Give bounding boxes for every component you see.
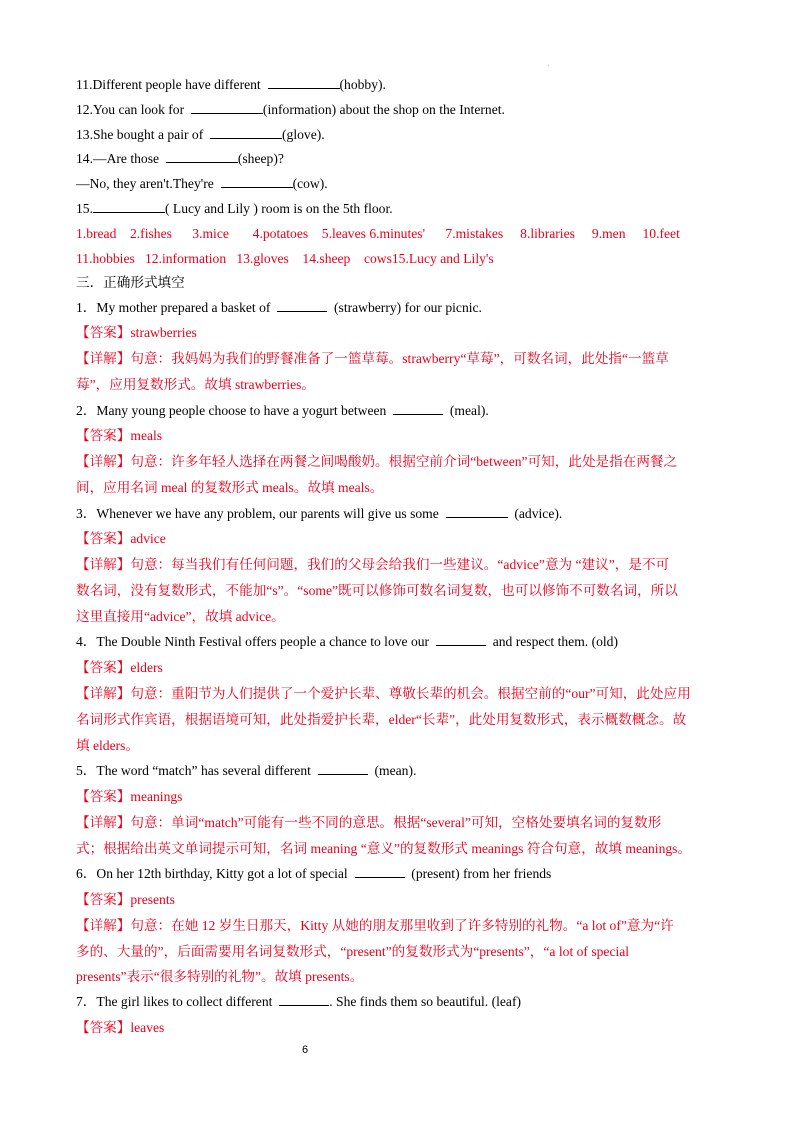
explanation-4-line: 【详解】句意：重阳节为人们提供了一个爱护长辈、尊敬长辈的机会。根据空前的“our”可知，此处应用 [76,686,691,701]
answer-6: 【答案】presents [76,892,175,907]
explanation-3-line: 这里直接用“advice”，故填 advice。 [76,609,285,624]
explanation-6-line: 【详解】句意：在她 12 岁生日那天，Kitty 从她的朋友那里收到了许多特别的礼物。“a lot of”意为“许 [76,918,674,933]
answer-blank [436,633,486,646]
answer-4: 【答案】elders [76,660,163,675]
answer-blank [446,505,508,518]
answer-blank [93,200,165,213]
answer-blank [191,101,263,114]
section-heading: 三．正确形式填空 [76,275,185,290]
answer-1: 【答案】strawberries [76,325,197,340]
explanation-2-line: 间，应用名词 meal 的复数形式 meals。故填 meals。 [76,480,384,495]
page-dot: . [548,62,550,68]
question-5: 5．The word “match” has several different (mean). [76,763,417,778]
answer-3: 【答案】advice [76,531,166,546]
answer-key-line-2: 11.hobbies 12.information 13.gloves 14.sheep cows15.Lucy and Lily's [76,251,494,266]
explanation-5-line: 式；根据给出英文单词提示可知，名词 meaning “意义”的复数形式 meanings 符合句意，故填 meanings。 [76,841,692,856]
question-11: 11.Different people have different (hobby). [76,77,386,92]
question-6: 6．On her 12th birthday, Kitty got a lot of special (present) from her friends [76,866,552,881]
explanation-4-line: 填 elders。 [76,738,140,753]
explanation-3-line: 【详解】句意：每当我们有任何问题，我们的父母会给我们一些建议。“advice”意为 “建议”，是不可 [76,557,670,572]
question-7: 7．The girl likes to collect different . She finds them so beautiful. (leaf) [76,994,521,1009]
answer-blank [393,402,443,415]
answer-blank [210,126,282,139]
answer-blank [221,175,293,188]
answer-blank [166,150,238,163]
answer-blank [355,865,405,878]
answer-2: 【答案】meals [76,428,163,443]
question-14-reply: —No, they aren't.They're (cow). [76,176,328,191]
explanation-6-line: presents”表示“很多特别的礼物”。故填 presents。 [76,969,364,984]
question-3: 3．Whenever we have any problem, our parents will give us some (advice). [76,506,563,521]
answer-7: 【答案】leaves [76,1020,165,1035]
question-2: 2．Many young people choose to have a yogurt between (meal). [76,403,489,418]
answer-blank [318,762,368,775]
explanation-6-line: 多的、大量的”，后面需要用名词复数形式，“present”的复数形式为“presents”，“a lot of special [76,944,630,959]
page-number: 6 [302,1044,309,1056]
answer-key-line-1: 1.bread 2.fishes 3.mice 4.potatoes 5.leaves 6.minutes' 7.mistakes 8.libraries 9.men 10.feet [76,226,680,241]
question-12: 12.You can look for (information) about the shop on the Internet. [76,102,505,117]
question-13: 13.She bought a pair of (glove). [76,127,325,142]
question-4: 4．The Double Ninth Festival offers people a chance to love our and respect them. (old) [76,634,619,649]
explanation-5-line: 【详解】句意：单词“match”可能有一些不同的意思。根据“several”可知，空格处要填名词的复数形 [76,815,662,830]
explanation-1-line: 莓”，应用复数形式。故填 strawberries。 [76,377,315,392]
answer-5: 【答案】meanings [76,789,183,804]
answer-blank [277,299,327,312]
explanation-1-line: 【详解】句意：我妈妈为我们的野餐准备了一篮草莓。strawberry“草莓”，可数名词，此处指“一篮草 [76,351,669,366]
answer-blank [268,76,340,89]
explanation-4-line: 名词形式作宾语，根据语境可知，此处指爱护长辈，elder“长辈”，此处用复数形式，表示概数概念。故 [76,712,687,727]
answer-blank [279,993,329,1006]
explanation-2-line: 【详解】句意：许多年轻人选择在两餐之间喝酸奶。根据空前介词“between”可知，此处是指在两餐之 [76,454,678,469]
question-15: 15. ( Lucy and Lily ) room is on the 5th floor. [76,201,393,216]
question-1: 1．My mother prepared a basket of (strawberry) for our picnic. [76,300,482,315]
question-14: 14.—Are those (sheep)? [76,151,284,166]
explanation-3-line: 数名词，没有复数形式，不能加“s”。“some”既可以修饰可数名词复数，也可以修饰不可数名词，所以 [76,583,678,598]
